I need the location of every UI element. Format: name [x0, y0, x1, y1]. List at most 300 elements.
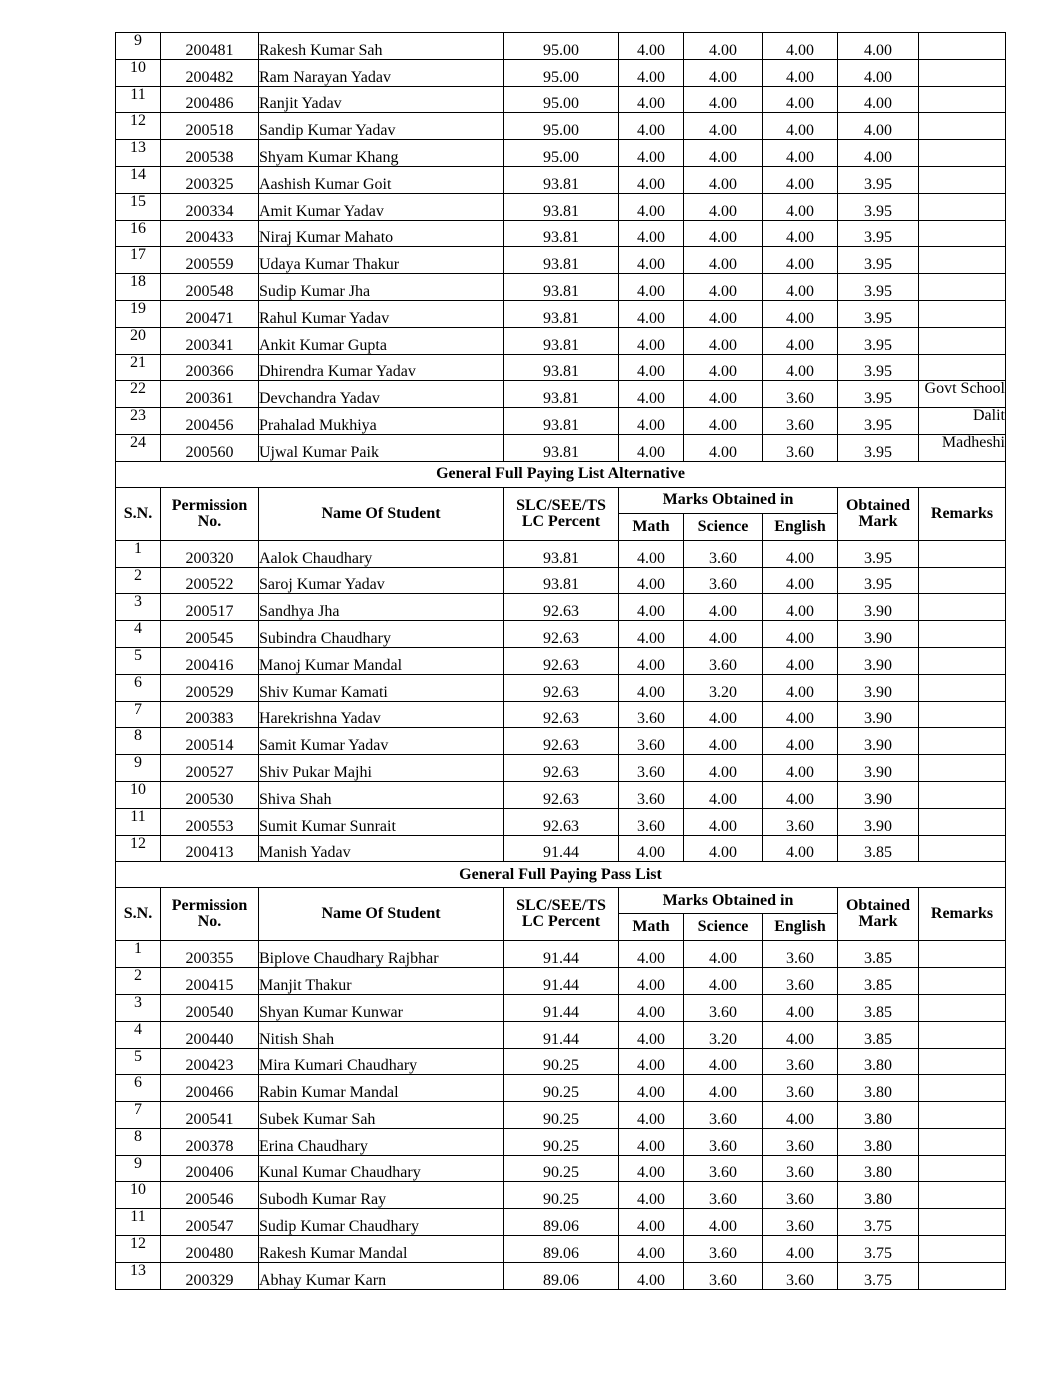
row-sn: 17 [116, 247, 161, 274]
table-row [116, 408, 1006, 435]
row-english-mark: 4.00 [763, 594, 838, 621]
row-obtained-mark: 3.95 [838, 274, 919, 301]
row-sn: 12 [116, 835, 161, 862]
row-lc-percent: 89.06 [504, 1236, 619, 1263]
row-obtained-mark: 3.80 [838, 1155, 919, 1182]
header-permission-line1: Permission [171, 496, 248, 514]
row-science-mark: 4.00 [684, 140, 763, 167]
row-remarks [919, 1236, 1006, 1263]
row-permission-no: 200541 [161, 1102, 259, 1129]
row-english-mark: 4.00 [763, 86, 838, 113]
row-science-mark: 4.00 [684, 86, 763, 113]
row-permission-no: 200540 [161, 994, 259, 1021]
row-remarks [919, 1209, 1006, 1236]
results-table [115, 32, 1006, 1290]
row-student-name: Sandhya Jha [259, 594, 504, 621]
row-remarks [919, 166, 1006, 193]
row-remarks [919, 968, 1006, 995]
row-sn: 20 [116, 327, 161, 354]
row-science-mark: 4.00 [684, 594, 763, 621]
row-science-mark: 4.00 [684, 300, 763, 327]
row-math-mark: 4.00 [619, 1021, 684, 1048]
row-math-mark: 4.00 [619, 408, 684, 435]
row-obtained-mark: 3.75 [838, 1262, 919, 1289]
row-student-name: Sandip Kumar Yadav [259, 113, 504, 140]
table-row [116, 381, 1006, 408]
row-remarks [919, 674, 1006, 701]
row-science-mark: 4.00 [684, 968, 763, 995]
row-sn: 10 [116, 781, 161, 808]
section-title-row [116, 461, 1006, 487]
row-math-mark: 4.00 [619, 835, 684, 862]
table-row [116, 327, 1006, 354]
row-english-mark: 4.00 [763, 33, 838, 60]
row-student-name: Subodh Kumar Ray [259, 1182, 504, 1209]
row-math-mark: 4.00 [619, 220, 684, 247]
row-sn: 21 [116, 354, 161, 381]
row-english-mark: 4.00 [763, 994, 838, 1021]
row-permission-no: 200514 [161, 728, 259, 755]
row-english-mark: 3.60 [763, 941, 838, 968]
row-obtained-mark: 3.90 [838, 808, 919, 835]
row-lc-percent: 91.44 [504, 941, 619, 968]
row-english-mark: 4.00 [763, 113, 838, 140]
row-sn: 15 [116, 193, 161, 220]
row-remarks [919, 701, 1006, 728]
row-remarks: Dalit [919, 408, 1006, 435]
row-science-mark: 4.00 [684, 354, 763, 381]
section-title-row [116, 862, 1006, 888]
row-remarks [919, 1075, 1006, 1102]
row-remarks [919, 247, 1006, 274]
row-science-mark: 4.00 [684, 33, 763, 60]
row-sn: 18 [116, 274, 161, 301]
row-math-mark: 4.00 [619, 647, 684, 674]
row-student-name: Prahalad Mukhiya [259, 408, 504, 435]
row-student-name: Ram Narayan Yadav [259, 59, 504, 86]
row-obtained-mark: 3.85 [838, 994, 919, 1021]
row-lc-percent: 93.81 [504, 567, 619, 594]
row-permission-no: 200545 [161, 621, 259, 648]
row-sn: 2 [116, 968, 161, 995]
header-obtained-line2: Mark [858, 913, 898, 931]
row-science-mark: 4.00 [684, 1209, 763, 1236]
header-remarks: Remarks [919, 888, 1006, 941]
row-obtained-mark: 4.00 [838, 140, 919, 167]
row-obtained-mark: 3.95 [838, 193, 919, 220]
row-science-mark: 4.00 [684, 408, 763, 435]
row-math-mark: 3.60 [619, 755, 684, 782]
row-lc-percent: 92.63 [504, 728, 619, 755]
row-science-mark: 4.00 [684, 701, 763, 728]
row-lc-percent: 90.25 [504, 1128, 619, 1155]
table-row [116, 621, 1006, 648]
table-row [116, 968, 1006, 995]
table-row [116, 540, 1006, 567]
row-permission-no: 200466 [161, 1075, 259, 1102]
table-row [116, 166, 1006, 193]
header-math: Math [619, 914, 684, 941]
row-student-name: Abhay Kumar Karn [259, 1262, 504, 1289]
header-percent [504, 487, 619, 540]
row-student-name: Subek Kumar Sah [259, 1102, 504, 1129]
row-obtained-mark: 4.00 [838, 113, 919, 140]
row-science-mark: 4.00 [684, 220, 763, 247]
row-obtained-mark: 3.75 [838, 1209, 919, 1236]
row-sn: 12 [116, 113, 161, 140]
table-row [116, 247, 1006, 274]
row-student-name: Rabin Kumar Mandal [259, 1075, 504, 1102]
row-english-mark: 4.00 [763, 1102, 838, 1129]
row-science-mark: 4.00 [684, 941, 763, 968]
row-lc-percent: 92.63 [504, 808, 619, 835]
row-english-mark: 3.60 [763, 968, 838, 995]
row-english-mark: 4.00 [763, 300, 838, 327]
row-permission-no: 200480 [161, 1236, 259, 1263]
table-row [116, 1209, 1006, 1236]
row-obtained-mark: 3.95 [838, 567, 919, 594]
row-science-mark: 4.00 [684, 835, 763, 862]
row-lc-percent: 90.25 [504, 1182, 619, 1209]
row-lc-percent: 89.06 [504, 1262, 619, 1289]
row-science-mark: 4.00 [684, 166, 763, 193]
header-percent-line1: SLC/SEE/TS [516, 897, 606, 915]
header-marks-group: Marks Obtained in [619, 487, 838, 513]
row-science-mark: 4.00 [684, 59, 763, 86]
row-english-mark: 3.60 [763, 434, 838, 461]
row-sn: 2 [116, 567, 161, 594]
row-remarks [919, 1155, 1006, 1182]
row-obtained-mark: 3.90 [838, 781, 919, 808]
row-lc-percent: 90.25 [504, 1048, 619, 1075]
row-permission-no: 200413 [161, 835, 259, 862]
row-math-mark: 4.00 [619, 247, 684, 274]
row-student-name: Biplove Chaudhary Rajbhar [259, 941, 504, 968]
row-obtained-mark: 3.85 [838, 1021, 919, 1048]
row-permission-no: 200406 [161, 1155, 259, 1182]
row-student-name: Devchandra Yadav [259, 381, 504, 408]
row-student-name: Shyan Kumar Kunwar [259, 994, 504, 1021]
row-math-mark: 4.00 [619, 354, 684, 381]
row-lc-percent: 95.00 [504, 86, 619, 113]
row-english-mark: 4.00 [763, 166, 838, 193]
table-row [116, 1075, 1006, 1102]
alternative-list-section [116, 461, 1006, 540]
row-sn: 1 [116, 941, 161, 968]
table-row [116, 1262, 1006, 1289]
row-science-mark: 4.00 [684, 1048, 763, 1075]
table-row [116, 59, 1006, 86]
header-obtained-line1: Obtained [845, 897, 910, 915]
row-sn: 4 [116, 1021, 161, 1048]
row-english-mark: 4.00 [763, 755, 838, 782]
row-sn: 4 [116, 621, 161, 648]
row-permission-no: 200518 [161, 113, 259, 140]
table-row [116, 674, 1006, 701]
header-percent-line1: SLC/SEE/TS [516, 496, 606, 514]
row-remarks [919, 140, 1006, 167]
row-math-mark: 4.00 [619, 1262, 684, 1289]
row-student-name: Shyam Kumar Khang [259, 140, 504, 167]
row-sn: 9 [116, 33, 161, 60]
header-permission-line2: No. [197, 913, 222, 931]
row-obtained-mark: 3.75 [838, 1236, 919, 1263]
row-obtained-mark: 3.95 [838, 381, 919, 408]
row-lc-percent: 93.81 [504, 300, 619, 327]
row-science-mark: 3.60 [684, 540, 763, 567]
row-remarks [919, 994, 1006, 1021]
row-english-mark: 3.60 [763, 1048, 838, 1075]
row-permission-no: 200527 [161, 755, 259, 782]
header-science: Science [684, 513, 763, 540]
table-row [116, 220, 1006, 247]
row-science-mark: 4.00 [684, 247, 763, 274]
row-permission-no: 200383 [161, 701, 259, 728]
row-remarks [919, 33, 1006, 60]
column-header-row [116, 487, 1006, 513]
row-english-mark: 4.00 [763, 140, 838, 167]
header-permission-line1: Permission [171, 897, 248, 915]
row-science-mark: 3.20 [684, 674, 763, 701]
row-science-mark: 3.60 [684, 1155, 763, 1182]
row-permission-no: 200320 [161, 540, 259, 567]
table-row [116, 300, 1006, 327]
header-obtained [838, 487, 919, 540]
row-student-name: Amit Kumar Yadav [259, 193, 504, 220]
row-remarks [919, 594, 1006, 621]
row-lc-percent: 93.81 [504, 434, 619, 461]
row-remarks [919, 1182, 1006, 1209]
row-lc-percent: 93.81 [504, 220, 619, 247]
row-math-mark: 4.00 [619, 381, 684, 408]
row-obtained-mark: 4.00 [838, 33, 919, 60]
row-remarks [919, 781, 1006, 808]
row-english-mark: 3.60 [763, 1209, 838, 1236]
row-english-mark: 4.00 [763, 274, 838, 301]
row-remarks [919, 1102, 1006, 1129]
row-english-mark: 4.00 [763, 1021, 838, 1048]
row-math-mark: 3.60 [619, 728, 684, 755]
row-obtained-mark: 3.95 [838, 327, 919, 354]
pass-list-section [116, 862, 1006, 941]
row-sn: 9 [116, 1155, 161, 1182]
row-permission-no: 200522 [161, 567, 259, 594]
row-lc-percent: 90.25 [504, 1075, 619, 1102]
table-row [116, 1182, 1006, 1209]
row-sn: 8 [116, 728, 161, 755]
table-row [116, 835, 1006, 862]
row-sn: 7 [116, 701, 161, 728]
header-permission [161, 487, 259, 540]
row-permission-no: 200548 [161, 274, 259, 301]
row-math-mark: 4.00 [619, 193, 684, 220]
row-permission-no: 200559 [161, 247, 259, 274]
row-remarks [919, 567, 1006, 594]
row-sn: 11 [116, 1209, 161, 1236]
row-english-mark: 4.00 [763, 59, 838, 86]
row-student-name: Saroj Kumar Yadav [259, 567, 504, 594]
row-lc-percent: 93.81 [504, 247, 619, 274]
row-remarks [919, 86, 1006, 113]
row-permission-no: 200456 [161, 408, 259, 435]
row-student-name: Samit Kumar Yadav [259, 728, 504, 755]
row-science-mark: 3.60 [684, 994, 763, 1021]
row-english-mark: 3.60 [763, 1155, 838, 1182]
row-english-mark: 3.60 [763, 1262, 838, 1289]
row-permission-no: 200529 [161, 674, 259, 701]
row-permission-no: 200440 [161, 1021, 259, 1048]
table-row [116, 113, 1006, 140]
row-english-mark: 4.00 [763, 728, 838, 755]
row-sn: 9 [116, 755, 161, 782]
row-permission-no: 200415 [161, 968, 259, 995]
row-lc-percent: 93.81 [504, 408, 619, 435]
row-science-mark: 4.00 [684, 193, 763, 220]
row-sn: 5 [116, 647, 161, 674]
header-sn: S.N. [116, 888, 161, 941]
row-obtained-mark: 3.85 [838, 835, 919, 862]
header-science: Science [684, 914, 763, 941]
row-lc-percent: 93.81 [504, 354, 619, 381]
row-math-mark: 4.00 [619, 274, 684, 301]
header-obtained-line2: Mark [858, 512, 898, 530]
row-permission-no: 200546 [161, 1182, 259, 1209]
row-student-name: Erina Chaudhary [259, 1128, 504, 1155]
row-obtained-mark: 3.80 [838, 1128, 919, 1155]
row-english-mark: 3.60 [763, 1182, 838, 1209]
row-english-mark: 4.00 [763, 701, 838, 728]
row-science-mark: 4.00 [684, 327, 763, 354]
row-student-name: Udaya Kumar Thakur [259, 247, 504, 274]
header-obtained [838, 888, 919, 941]
row-math-mark: 4.00 [619, 33, 684, 60]
row-obtained-mark: 3.95 [838, 408, 919, 435]
row-english-mark: 3.60 [763, 808, 838, 835]
row-remarks [919, 274, 1006, 301]
row-remarks: Madheshi [919, 434, 1006, 461]
row-science-mark: 4.00 [684, 274, 763, 301]
row-lc-percent: 92.63 [504, 674, 619, 701]
row-student-name: Ujwal Kumar Paik [259, 434, 504, 461]
row-obtained-mark: 3.80 [838, 1048, 919, 1075]
row-remarks [919, 220, 1006, 247]
table-row [116, 994, 1006, 1021]
row-student-name: Ranjit Yadav [259, 86, 504, 113]
row-obtained-mark: 3.80 [838, 1102, 919, 1129]
row-math-mark: 4.00 [619, 968, 684, 995]
row-science-mark: 4.00 [684, 755, 763, 782]
row-lc-percent: 90.25 [504, 1155, 619, 1182]
row-permission-no: 200530 [161, 781, 259, 808]
table-row [116, 1128, 1006, 1155]
table-row [116, 86, 1006, 113]
first-list-body [116, 33, 1006, 462]
row-obtained-mark: 4.00 [838, 86, 919, 113]
row-student-name: Rakesh Kumar Sah [259, 33, 504, 60]
row-math-mark: 3.60 [619, 808, 684, 835]
table-row [116, 728, 1006, 755]
row-math-mark: 4.00 [619, 621, 684, 648]
row-permission-no: 200517 [161, 594, 259, 621]
row-permission-no: 200416 [161, 647, 259, 674]
row-student-name: Sudip Kumar Jha [259, 274, 504, 301]
row-math-mark: 4.00 [619, 166, 684, 193]
row-obtained-mark: 3.80 [838, 1075, 919, 1102]
row-obtained-mark: 3.90 [838, 701, 919, 728]
row-remarks [919, 327, 1006, 354]
row-sn: 11 [116, 808, 161, 835]
row-lc-percent: 92.63 [504, 621, 619, 648]
row-sn: 10 [116, 1182, 161, 1209]
row-english-mark: 4.00 [763, 540, 838, 567]
row-english-mark: 4.00 [763, 621, 838, 648]
row-obtained-mark: 3.90 [838, 755, 919, 782]
table-row [116, 434, 1006, 461]
row-remarks [919, 113, 1006, 140]
row-obtained-mark: 3.90 [838, 647, 919, 674]
row-permission-no: 200334 [161, 193, 259, 220]
row-student-name: Mira Kumari Chaudhary [259, 1048, 504, 1075]
row-permission-no: 200553 [161, 808, 259, 835]
table-row [116, 1236, 1006, 1263]
row-english-mark: 4.00 [763, 781, 838, 808]
row-science-mark: 3.60 [684, 1128, 763, 1155]
row-math-mark: 4.00 [619, 594, 684, 621]
row-lc-percent: 92.63 [504, 647, 619, 674]
table-row [116, 941, 1006, 968]
row-student-name: Manoj Kumar Mandal [259, 647, 504, 674]
header-percent-line2: LC Percent [521, 512, 601, 530]
row-remarks [919, 59, 1006, 86]
row-math-mark: 4.00 [619, 540, 684, 567]
row-permission-no: 200378 [161, 1128, 259, 1155]
row-permission-no: 200325 [161, 166, 259, 193]
table-row [116, 755, 1006, 782]
row-sn: 12 [116, 1236, 161, 1263]
row-math-mark: 4.00 [619, 674, 684, 701]
row-permission-no: 200481 [161, 33, 259, 60]
row-math-mark: 4.00 [619, 1048, 684, 1075]
row-lc-percent: 92.63 [504, 755, 619, 782]
row-sn: 22 [116, 381, 161, 408]
row-lc-percent: 90.25 [504, 1102, 619, 1129]
header-remarks: Remarks [919, 487, 1006, 540]
row-lc-percent: 91.44 [504, 968, 619, 995]
row-lc-percent: 91.44 [504, 835, 619, 862]
table-row [116, 193, 1006, 220]
header-obtained-line1: Obtained [845, 496, 910, 514]
alternative-list-body [116, 540, 1006, 862]
row-math-mark: 3.60 [619, 781, 684, 808]
row-sn: 13 [116, 140, 161, 167]
row-math-mark: 4.00 [619, 567, 684, 594]
header-english: English [763, 914, 838, 941]
row-remarks [919, 193, 1006, 220]
row-student-name: Kunal Kumar Chaudhary [259, 1155, 504, 1182]
row-science-mark: 4.00 [684, 381, 763, 408]
row-math-mark: 4.00 [619, 1236, 684, 1263]
row-remarks [919, 1021, 1006, 1048]
row-science-mark: 4.00 [684, 621, 763, 648]
row-obtained-mark: 3.95 [838, 220, 919, 247]
row-permission-no: 200433 [161, 220, 259, 247]
row-math-mark: 4.00 [619, 59, 684, 86]
row-obtained-mark: 3.85 [838, 941, 919, 968]
row-science-mark: 4.00 [684, 728, 763, 755]
header-math: Math [619, 513, 684, 540]
row-math-mark: 4.00 [619, 327, 684, 354]
row-sn: 3 [116, 594, 161, 621]
